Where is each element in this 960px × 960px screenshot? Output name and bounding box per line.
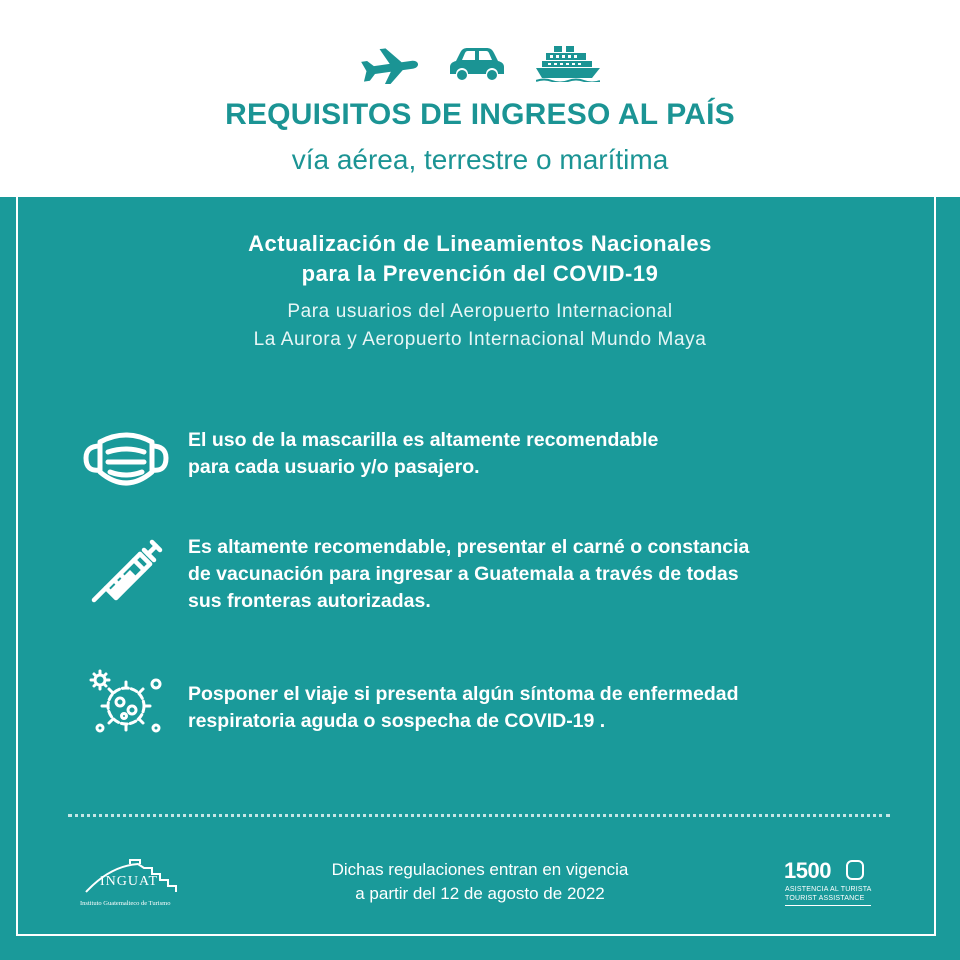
dotted-divider (68, 814, 890, 817)
assistance-line-en: TOURIST ASSISTANCE (785, 895, 865, 902)
footer-note-line2: a partir del 12 de agosto de 2022 (355, 884, 605, 903)
item-vaccine-line3: sus fronteras autorizadas. (188, 590, 431, 612)
footer-note-line1: Dichas regulaciones entran en vigencia (331, 860, 629, 879)
assistance-underline (785, 905, 871, 906)
item-vaccine-line2: de vacunación para ingresar a Guatemala a través de todas (188, 563, 739, 585)
assistance-number: 1500 (784, 858, 831, 883)
item-text-mask (188, 427, 908, 481)
item-mask-line2: para cada usuario y/o pasajero. (188, 456, 480, 478)
page-subtitle: vía aérea, terrestre o marítima (291, 144, 669, 175)
assistance-line-es: ASISTENCIA AL TURISTA (785, 886, 872, 893)
syringe-icon (80, 534, 172, 614)
virus-icon (80, 664, 172, 744)
list-item-vaccine (80, 534, 920, 624)
phone-icon (846, 860, 864, 880)
update-heading (0, 229, 960, 289)
inguat-name: INGUAT (100, 874, 159, 889)
list-item-symptoms (80, 664, 920, 754)
item-symptoms-line2: respiratoria aguda o sospecha de COVID-19 . (188, 710, 606, 732)
item-mask-line1: El uso de la mascarilla es altamente recomendable (188, 429, 659, 451)
car-icon (450, 47, 504, 81)
airports-line2: La Aurora y Aeropuerto Internacional Mundo Maya (253, 329, 707, 350)
update-heading-line2: para la Prevención del COVID-19 (301, 261, 659, 286)
list-item-mask (80, 424, 920, 514)
update-heading-line1: Actualización de Lineamientos Nacionales (248, 231, 712, 256)
ship-icon (536, 46, 600, 82)
item-symptoms-line1: Posponer el viaje si presenta algún síntoma de enfermedad (188, 683, 739, 705)
airplane-icon (360, 44, 418, 84)
airports-note (0, 298, 960, 354)
airports-line1: Para usuarios del Aeropuerto Internacional (287, 301, 673, 322)
transport-icons (0, 44, 960, 84)
item-text-symptoms (188, 681, 908, 735)
tourist-assistance-logo (784, 858, 884, 912)
inguat-subtitle: Instituto Guatemalteco de Turismo (80, 900, 171, 907)
item-text-vaccine (188, 534, 908, 615)
item-vaccine-line1: Es altamente recomendable, presentar el carné o constancia (188, 536, 750, 558)
page-title: REQUISITOS DE INGRESO AL PAÍS (225, 98, 735, 131)
face-mask-icon (80, 424, 172, 504)
